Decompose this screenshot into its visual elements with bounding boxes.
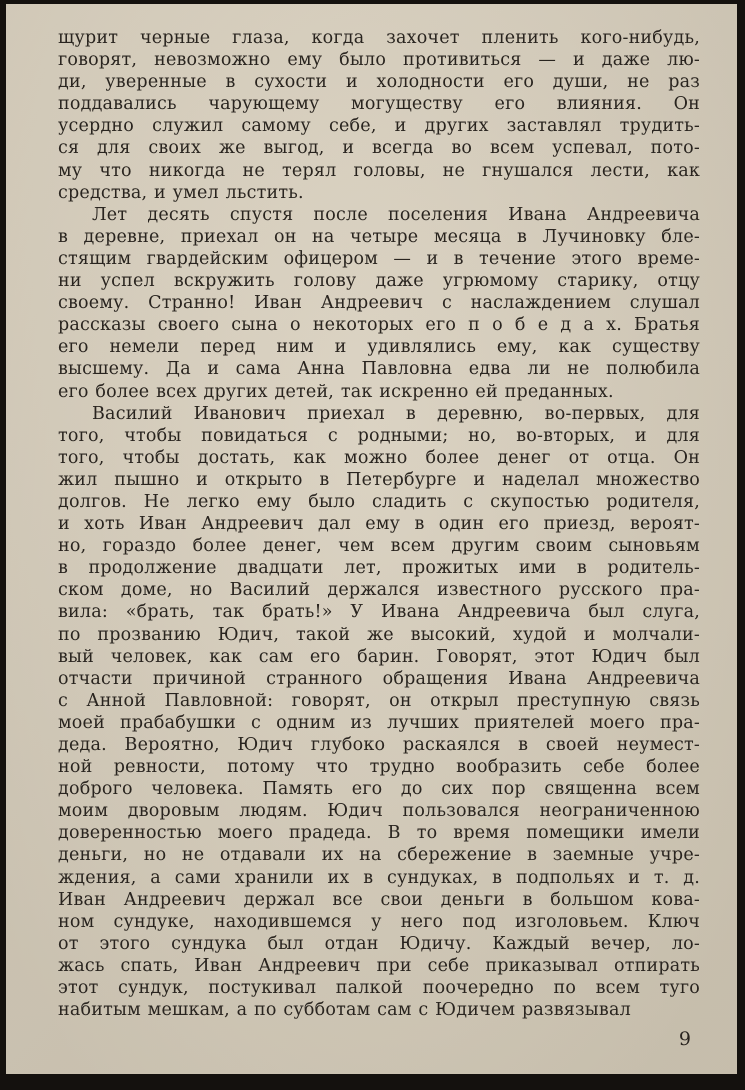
text-line: с Анной Павловной: говорят, он открыл преступную связь xyxy=(58,690,700,711)
text-line: поддавались чарующему могуществу его влияния. Он xyxy=(58,94,700,115)
text-line: по прозванию Юдич, такой же высокий, худой и молчали- xyxy=(58,624,700,645)
text-line: средства, и умел льстить. xyxy=(58,182,304,203)
text-line: Лет десять спустя после поселения Ивана Андреевича xyxy=(92,204,700,225)
text-line: его немели перед ним и удивлялись ему, как существу xyxy=(58,337,700,358)
text-line: его более всех других детей, так искренно ей преданных. xyxy=(58,381,614,402)
text-line: своему. Странно! Иван Андреевич с наслаждением слушал xyxy=(58,293,700,314)
text-line: жась спать, Иван Андреевич при себе приказывал отпирать xyxy=(58,955,700,976)
text-line: доброго человека. Память его до сих пор священна всем xyxy=(58,779,700,800)
text-line: Иван Андреевич держал все свои деньги в большом кова- xyxy=(58,889,700,910)
text-line: ди, уверенные в сухости и холодности его души, не раз xyxy=(58,72,700,93)
text-line: ной ревности, потому что трудно вообразить себе более xyxy=(58,757,700,778)
text-line: от этого сундука был отдан Юдичу. Каждый вечер, ло- xyxy=(58,933,700,954)
text-line: ни успел вскружить голову даже угрюмому старику, отцу xyxy=(58,271,700,292)
text-line: Василий Иванович приехал в деревню, во-первых, для xyxy=(92,403,700,424)
text-line: жил пышно и открыто в Петербурге и наделал множество xyxy=(58,469,700,490)
text-line: высшему. Да и сама Анна Павловна едва ли не полюбила xyxy=(58,359,700,380)
text-line: ском доме, но Василий держался известного русского пра- xyxy=(58,580,700,601)
text-line: ном сундуке, находившемся у него под изголовьем. Ключ xyxy=(58,911,700,932)
text-line: вила: «брать, так брать!» У Ивана Андреевича был слуга, xyxy=(58,602,700,623)
text-line: деньги, но не отдавали их на сбережение в заемные учре- xyxy=(58,845,700,866)
text-line: усердно служил самому себе, и других заставлял трудить- xyxy=(58,116,700,137)
text-line: в продолжение двадцати лет, прожитых ими в родитель- xyxy=(58,558,700,579)
text-line: моим дворовым людям. Юдич пользовался неограниченною xyxy=(58,801,700,822)
text-line: му что никогда не терял головы, не гнушался лести, как xyxy=(58,160,700,181)
text-line: деда. Вероятно, Юдич глубоко раскаялся в своей неумест- xyxy=(58,735,700,755)
text-line: моей прабабушки с одним из лучших приятелей моего пра- xyxy=(58,712,700,733)
text-line: щурит черные глаза, когда захочет пленить кого-нибудь, xyxy=(58,28,700,48)
text-line: набитым мешкам, а по субботам сам с Юдичем развязывал xyxy=(58,1000,631,1021)
text-line: и хоть Иван Андреевич дал ему в один его приезд, вероят- xyxy=(58,514,700,535)
page-number: 9 xyxy=(678,1028,691,1050)
text-line: но, гораздо более денег, чем всем другим своим сыновьям xyxy=(58,536,700,557)
text-line: вый человек, как сам его барин. Говорят, этот Юдич был xyxy=(58,646,700,667)
text-line: этот сундук, постукивал палкой поочередно по всем туго xyxy=(58,978,700,999)
text-line: ся для своих же выгод, и всегда во всем успевал, пото- xyxy=(58,138,700,159)
text-line: отчасти причиной странного обращения Ивана Андреевича xyxy=(58,668,700,689)
text-line: рассказы своего сына о некоторых его п о б е д а х. Братья xyxy=(58,315,700,336)
text-line: того, чтобы повидаться с родными; но, во-вторых, и для xyxy=(58,425,700,446)
text-line: ждения, а сами хранили их в сундуках, в подпольях и т. д. xyxy=(58,867,700,888)
text-line: долгов. Не легко ему было сладить с скупостью родителя, xyxy=(58,491,700,512)
text-line: в деревне, приехал он на четыре месяца в Лучиновку бле- xyxy=(58,226,700,247)
page-text xyxy=(58,27,700,1021)
text-line: доверенностью моего прадеда. В то время помещики имели xyxy=(58,823,700,844)
text-line: говорят, невозможно ему было противиться — и даже лю- xyxy=(58,50,700,71)
text-line: стящим гвардейским офицером — и в течение этого време- xyxy=(58,248,700,269)
text-line: того, чтобы достать, как можно более денег от отца. Он xyxy=(58,447,700,468)
